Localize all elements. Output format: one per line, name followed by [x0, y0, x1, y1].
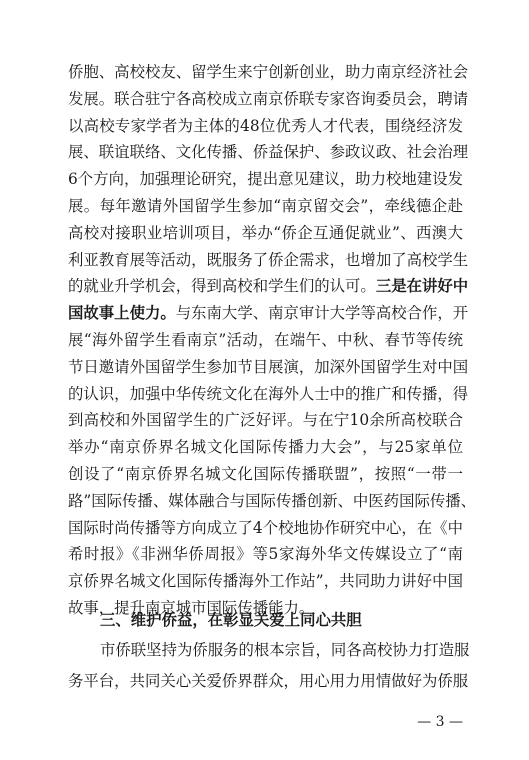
body-line: 希时报》《非洲华侨周报》等5家海外华文传媒设立了“南: [68, 545, 463, 563]
section-heading: 三、维护侨益，在彰显关爱上同心共胆: [100, 611, 362, 629]
body-line: 展。每年邀请外国留学生参加“南京留交会”，牵线德企赴: [68, 197, 463, 215]
body-line: 的认识，加强中华传统文化在海外人士中的推广和传播，得: [68, 385, 469, 403]
body-line: 侨胞、高校校友、留学生来宁创新创业，助力南京经济社会: [68, 63, 469, 81]
body-line: 6个方向，加强理论研究，提出意见建议，助力校地建设发: [68, 170, 463, 188]
bold-phrase: 三是在讲好中: [375, 277, 469, 295]
body-line: 发展。联合驻宁各高校成立南京侨联专家咨询委员会，聘请: [68, 90, 469, 108]
line-text: 的就业升学机会，得到高校和学生们的认可。: [68, 277, 376, 295]
body-line: [68, 276, 469, 296]
body-line: 展、联谊联络、文化传播、侨益保护、参政议政、社会治理: [68, 143, 469, 161]
body-line: 京侨界名城文化国际传播海外工作站”，共同助力讲好中国: [68, 572, 463, 590]
body-line: 举办“南京侨界名城文化国际传播力大会”，与25家单位: [68, 438, 463, 456]
body-line: 以高校专家学者为主体的48位优秀人才代表，围绕经济发: [68, 117, 463, 135]
body-line: 高校对接职业培训项目，举办“侨企互通促就业”、西澳大: [68, 224, 463, 242]
body-line: 路”国际传播、媒体融合与国际传播创新、中医药国际传播、: [68, 492, 477, 510]
page-number: — 3 —: [417, 714, 463, 730]
body-line: 展“海外留学生看南京”活动，在端午、中秋、春节等传统: [68, 331, 463, 349]
body-line: 节日邀请外国留学生参加节目展演，加深外国留学生对中国: [68, 358, 469, 376]
body-line: 市侨联坚持为侨服务的根本宗旨，同各高校协力打造服: [100, 641, 470, 659]
body-line: 务平台，共同关心关爱侨界群众，用心用力用情做好为侨服: [68, 672, 469, 690]
bold-phrase: 国故事上使力。: [68, 304, 176, 322]
body-line: [68, 303, 469, 323]
body-line: 国际时尚传播等方向成立了4个校地协作研究中心，在《中: [68, 519, 463, 537]
body-line: 故事，提升南京城市国际传播能力。: [68, 599, 315, 617]
body-line: 利亚教育展等活动，既服务了侨企需求，也增加了高校学生: [68, 251, 469, 269]
body-line: 到高校和外国留学生的广泛好评。与在宁10余所高校联合: [68, 411, 463, 429]
body-line: 创设了“南京侨界名城文化国际传播联盟”，按照“一带一: [68, 465, 463, 483]
line-text: 与东南大学、南京审计大学等高校合作，开: [175, 304, 469, 322]
